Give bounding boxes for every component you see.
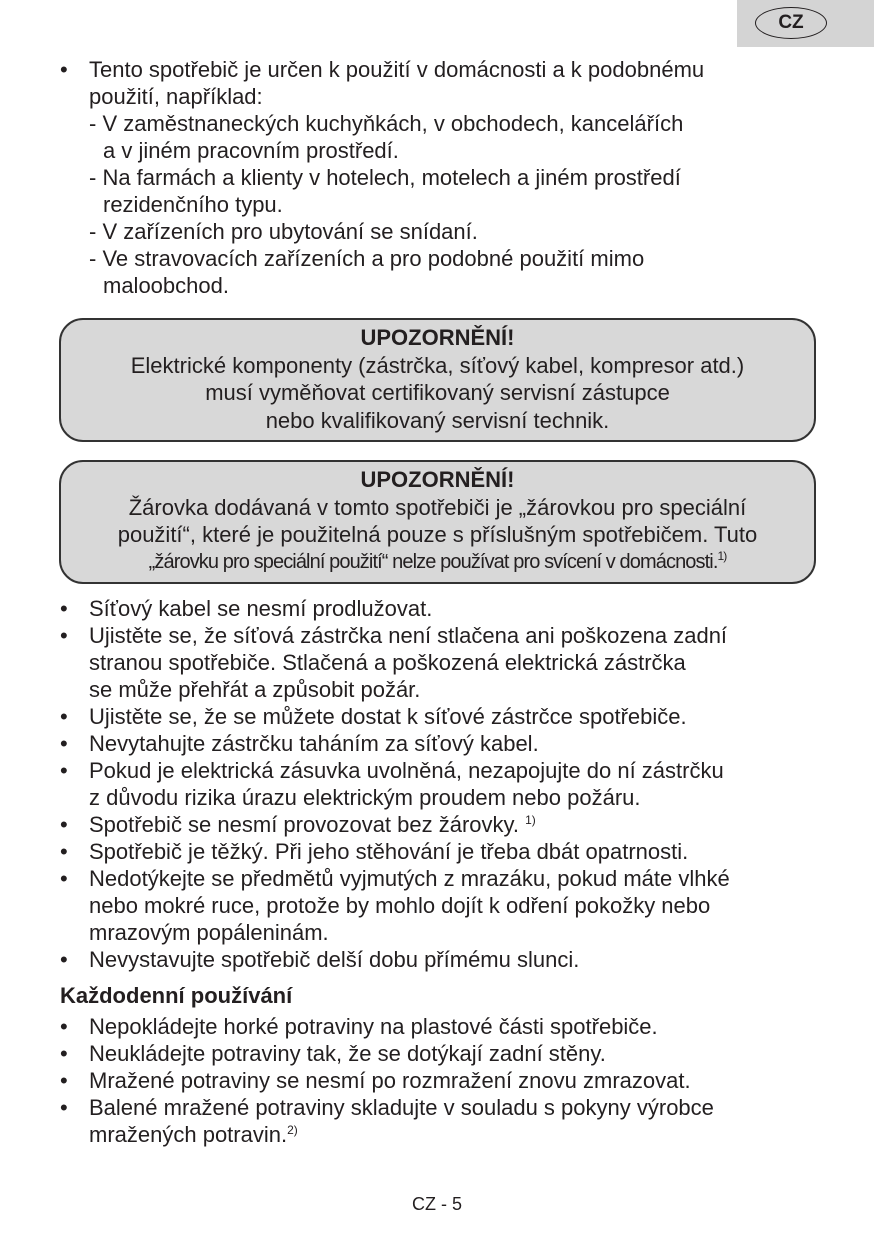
list-item-text: z důvodu rizika úrazu elektrickým proudem nebo požáru.	[89, 785, 641, 810]
list-item-line	[0, 245, 874, 272]
list-item-line	[0, 191, 874, 218]
list-item-line	[0, 649, 874, 676]
list-item-text: a v jiném pracovním prostředí.	[103, 138, 399, 163]
warning-text-line	[61, 494, 814, 522]
list-item-line	[0, 784, 874, 811]
list-item-text: - V zaměstnaneckých kuchyňkách, v obchodech, kancelářích	[89, 111, 684, 136]
list-item	[0, 703, 874, 730]
list-item-text: - Na farmách a klienty v hotelech, motelech a jiném prostředí	[89, 165, 681, 190]
bullet-icon: •	[60, 596, 68, 621]
warning-text: musí vyměňovat certifikovaný servisní zástupce	[205, 380, 670, 405]
warning-text: Žárovka dodávaná v tomto spotřebiči je „žárovkou pro speciální	[128, 494, 747, 520]
list-item	[0, 838, 874, 865]
list-item-text: mrazovým popáleninám.	[89, 920, 329, 945]
list-item-line	[0, 838, 874, 865]
warning-text: nebo kvalifikovaný servisní technik.	[265, 407, 610, 433]
list-item-line	[0, 83, 874, 110]
list-item	[0, 1094, 874, 1148]
footnote-marker: 2)	[287, 1123, 298, 1137]
footnote-marker: 1)	[717, 548, 727, 563]
list-item-line	[0, 1040, 874, 1067]
list-item-line	[0, 622, 874, 649]
list-item	[0, 1013, 874, 1040]
list-item-line	[0, 865, 874, 892]
daily-use-list	[0, 1013, 874, 1148]
list-item-line	[0, 1121, 874, 1148]
list-item-text: Síťový kabel se nesmí prodlužovat.	[89, 596, 433, 621]
list-item-text: - Ve stravovacích zařízeních a pro podobné použití mimo	[89, 246, 645, 271]
list-item	[0, 730, 874, 757]
intro-list	[0, 56, 874, 299]
list-item-text: Mražené potraviny se nesmí po rozmražení znovu zmrazovat.	[89, 1068, 691, 1093]
list-item-text: Neukládejte potraviny tak, že se dotýkají zadní stěny.	[89, 1041, 606, 1066]
list-item-line	[0, 56, 874, 83]
list-item-line	[0, 1094, 874, 1121]
list-item-text-wrap	[89, 811, 536, 838]
list-item-text: Nepokládejte horké potraviny na plastové části spotřebiče.	[89, 1014, 658, 1039]
list-item-text: Spotřebič se nesmí provozovat bez žárovky.	[89, 812, 526, 837]
list-item-line	[0, 272, 874, 299]
list-item-text: Pokud je elektrická zásuvka uvolněná, nezapojujte do ní zástrčku	[89, 758, 724, 783]
list-item-text: nebo mokré ruce, protože by mohlo dojít k odření pokožky nebo	[89, 893, 711, 918]
list-item	[0, 865, 874, 946]
list-item-text: se může přehřát a způsobit požár.	[89, 677, 421, 702]
list-item-line	[0, 919, 874, 946]
section-heading: Každodenní používání	[60, 983, 293, 1008]
warning-text-line	[61, 407, 814, 435]
list-item-text: Ujistěte se, že síťová zástrčka není stlačena ani poškozena zadní	[89, 623, 728, 648]
warning-box-bulb	[59, 460, 816, 584]
bullet-icon: •	[60, 623, 68, 648]
list-item-line	[0, 1013, 874, 1040]
bullet-icon: •	[60, 947, 68, 972]
list-item-text: Nevytahujte zástrčku taháním za síťový kabel.	[89, 731, 539, 756]
list-item	[0, 622, 874, 703]
bullet-icon: •	[60, 812, 68, 837]
list-item-text: - V zařízeních pro ubytování se snídaní.	[89, 219, 478, 244]
list-item	[0, 811, 874, 838]
list-item-line	[0, 730, 874, 757]
list-item	[0, 1040, 874, 1067]
footnote-marker: 1)	[525, 813, 536, 827]
list-item-line	[0, 703, 874, 730]
list-item-line	[0, 757, 874, 784]
list-item-line	[0, 946, 874, 973]
bullet-icon: •	[60, 866, 68, 891]
bullet-icon: •	[60, 839, 68, 864]
bullet-icon: •	[60, 1014, 68, 1039]
bullet-icon: •	[60, 57, 68, 82]
list-item-line	[0, 595, 874, 622]
warning-text: Elektrické komponenty (zástrčka, síťový kabel, kompresor atd.)	[130, 352, 745, 378]
bullet-icon: •	[60, 1095, 68, 1120]
warning-text-line	[61, 521, 814, 549]
list-item-text: Spotřebič je těžký. Při jeho stěhování je třeba dbát opatrnosti.	[89, 839, 689, 864]
warning-title: UPOZORNĚNÍ!	[360, 325, 515, 350]
list-item	[0, 757, 874, 811]
list-item-line	[0, 164, 874, 191]
list-item-line	[0, 811, 874, 838]
list-item	[0, 56, 874, 299]
bullet-icon: •	[60, 1068, 68, 1093]
warning-title: UPOZORNĚNÍ!	[360, 467, 515, 492]
warning-text-line	[61, 549, 814, 577]
list-item-text: maloobchod.	[103, 273, 229, 298]
list-item-line	[0, 1067, 874, 1094]
list-item-text: použití, například:	[89, 84, 263, 109]
list-item-text: Nevystavujte spotřebič delší dobu přímému slunci.	[89, 947, 580, 972]
language-tab	[737, 0, 874, 47]
list-item-text: mražených potravin.	[89, 1122, 288, 1147]
list-item-text-wrap	[89, 1121, 298, 1148]
list-item-line	[0, 676, 874, 703]
bullet-icon: •	[60, 731, 68, 756]
list-item-text: Ujistěte se, že se můžete dostat k síťové zástrčce spotřebiče.	[89, 704, 687, 729]
safety-list	[0, 595, 874, 973]
list-item-line	[0, 892, 874, 919]
list-item	[0, 595, 874, 622]
list-item-text: stranou spotřebiče. Stlačená a poškozená elektrická zástrčka	[89, 650, 686, 675]
list-item	[0, 1067, 874, 1094]
bullet-icon: •	[60, 704, 68, 729]
list-item-text: rezidenčního typu.	[103, 192, 283, 217]
list-item	[0, 946, 874, 973]
list-item-text: Tento spotřebič je určen k použití v domácnosti a k podobnému	[89, 57, 705, 82]
page-number: CZ - 5	[411, 1194, 462, 1214]
bullet-icon: •	[60, 1041, 68, 1066]
warning-text-line	[61, 352, 814, 380]
warning-text: použití“, které je použitelná pouze s příslušným spotřebičem. Tuto	[117, 522, 758, 547]
warning-text: „žárovku pro speciální použití“ nelze používat pro svícení v domácnosti.	[148, 550, 718, 573]
language-badge: CZ	[755, 7, 827, 39]
list-item-text: Balené mražené potraviny skladujte v souladu s pokyny výrobce	[89, 1095, 714, 1120]
warning-box-components	[59, 318, 816, 442]
list-item-line	[0, 137, 874, 164]
list-item-line	[0, 110, 874, 137]
bullet-icon: •	[60, 758, 68, 783]
list-item-text: Nedotýkejte se předmětů vyjmutých z mrazáku, pokud máte vlhké	[89, 866, 730, 891]
warning-text-line	[61, 379, 814, 407]
list-item-line	[0, 218, 874, 245]
